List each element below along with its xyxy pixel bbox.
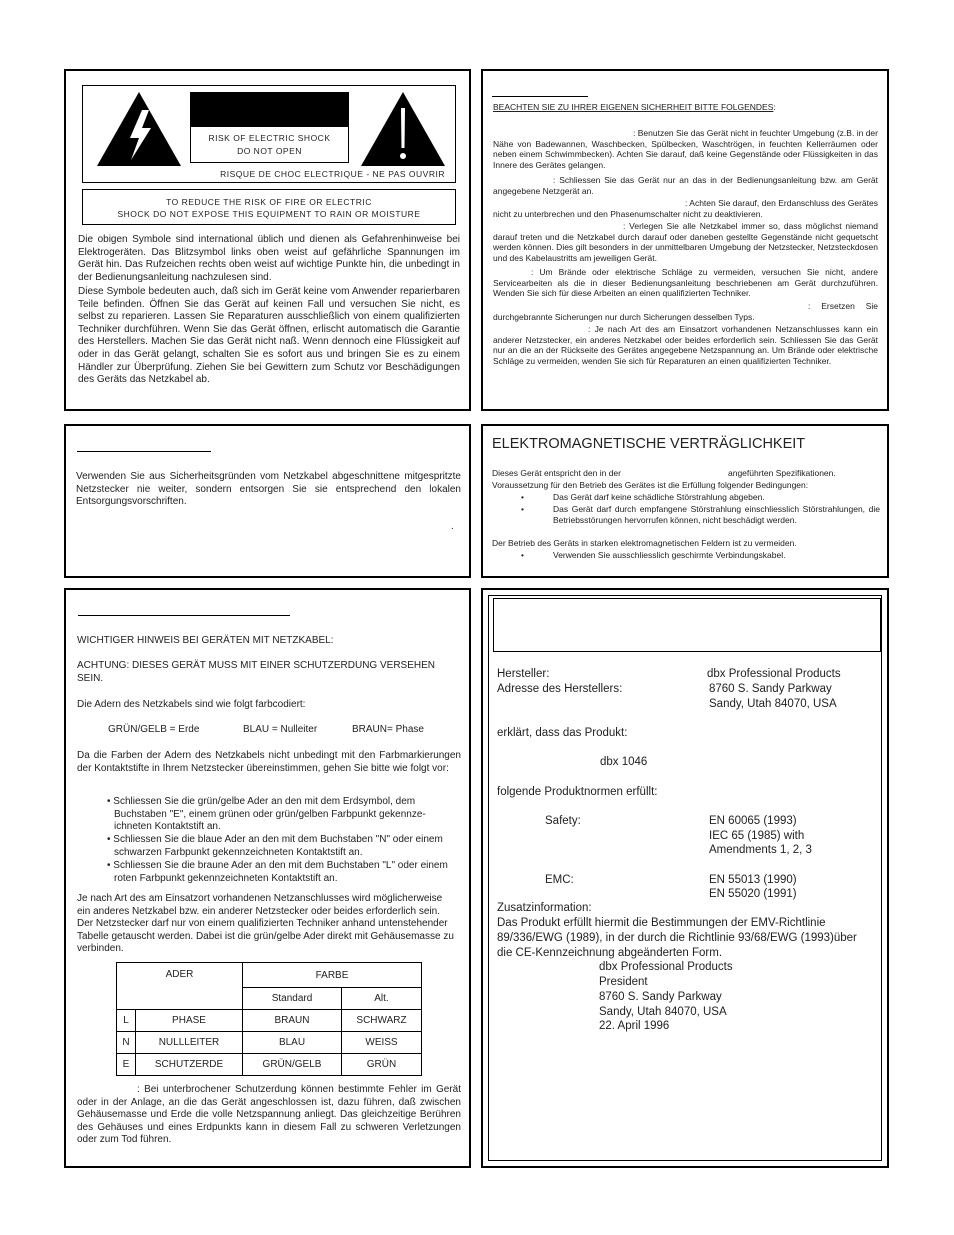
bullet-dot: • [521,492,524,502]
plug-notice-panel [64,424,471,578]
address-line2: Sandy, Utah 84070, USA [709,698,837,710]
mains-cable-panel [64,588,471,1168]
symbols-explanation: Die obigen Symbole sind international üblich und dienen als Gefahrenhinweise bei Elektrogeräten. Das Blitzsymbol links oben weist auf gefährliche Spannungen im Gerät hin. Das Rufzeichen rechts oben weist auf wichtige Punkte hin, die unbedingt in der Bedienungsanleitung nachzulesen sind. [78,234,460,283]
emv-bullet-1: Das Gerät darf keine schädliche Störstrahlung abgeben. [553,492,765,502]
warning-header-box [82,85,456,183]
hersteller-label: Hersteller: [497,668,550,680]
mains-bullet-2: • Schliessen Sie die blaue Ader an den mit dem Buchstaben "N" oder einem schwarzen Farbpunkt gekennzeichneten Kontaktstift an. [107,834,443,858]
do-not-open-text: DO NOT OPEN [237,146,302,156]
reduce-risk-line2: SHOCK DO NOT EXPOSE THIS EQUIPMENT TO RAIN OR MOISTURE [117,209,421,219]
reduce-risk-box [82,189,456,225]
safety-standard-2: IEC 65 (1985) with [709,830,805,842]
table-row [117,1054,422,1076]
bullet-dot: • [521,550,524,560]
table-cell: PHASE [136,1010,243,1032]
risk-shock-text: RISK OF ELECTRIC SHOCK [208,133,331,143]
exclamation-warning-icon [359,90,447,168]
symbols-warning-text: Diese Symbole bedeuten auch, daß sich im Gerät keine vom Anwender reparierbaren Teile befinden. Öffnen Sie das Gerät auf keinen Fall und versuchen Sie nicht, es selbst zu reparieren. Lassen Sie Reparaturen ausschließlich von einem qualifizierten Techniker durchführen. Wenn Sie das Gerät öffnen, erlischt automatisch die Garantie des Herstellers. Machen Sie das Gerät nicht naß. Wenn dennoch eine Flüssigkeit auf oder in das Gerät gelangt, schalten Sie es sofort aus und bringen Sie es zu einem Händler zur Überprüfung. Ziehen Sie bei Gewittern zum Schutz vor Beschädigungen des Geräts das Netzkabel ab. [78,286,460,386]
safety-symbols-panel [64,69,471,411]
safety-note-2: : Schliessen Sie das Gerät nur an das in der Bedienungsanleitung bzw. am Gerät angegebene Netzgerät an. [493,175,878,196]
table-cell: SCHWARZ [342,1010,422,1032]
table-cell: GRÜN/GELB [243,1054,342,1076]
signature-company: dbx Professional Products [599,961,733,973]
table-cell: WEISS [342,1032,422,1054]
emc-standard-2: EN 55020 (1991) [709,888,797,900]
mains-bullet-1: • Schliessen Sie die grün/gelbe Ader an den mit dem Erdsymbol, dem Buchstaben "E", einem grünen oder grün/gelben Farbpunkt gekennze-ichneten Kontaktstift an. [107,796,426,833]
signature-address2: Sandy, Utah 84070, USA [599,1006,727,1018]
table-cell: NULLLEITER [136,1032,243,1054]
risque-text: RISQUE DE CHOC ELECTRIQUE - NE PAS OUVRIR [220,169,445,179]
emv-bullet-2: Das Gerät darf durch empfangene Störstrahlung einschliesslich Störstrahlungen, die Betriebsstörungen hervorrufen können, nicht beschädigt werden. [553,504,880,525]
table-cell: N [117,1032,136,1054]
reduce-risk-line1: TO REDUCE THE RISK OF FIRE OR ELECTRIC [166,197,372,207]
color-earth: GRÜN/GELB = Erde [108,724,200,735]
mains-paragraph: Da die Farben der Adern des Netzkabels nicht unbedingt mit den Farbmarkierungen der Kontaktstifte in Ihrem Netzstecker übereinstimmen, gehen Sie bitte wie folgt vor: [77,750,461,774]
hersteller-value: dbx Professional Products [707,668,841,680]
signature-date: 22. April 1996 [599,1020,670,1032]
declares-text: erklärt, dass das Produkt: [497,727,628,739]
emv-title: ELEKTROMAGNETISCHE VERTRÄGLICHKEIT [492,436,806,452]
safety-note-5: : Um Brände oder elektrische Schläge zu vermeiden, versuchen Sie nicht, andere Servicearbeiten als die in dieser Bedienungsanleitung beschriebenen am Gerät durchzuführen. Wenden Sie sich für diese Arbeiten an einen qualifizierten Techniker. [493,267,878,298]
safety-standard-1: EN 60065 (1993) [709,815,797,827]
table-cell: BRAUN [243,1010,342,1032]
color-phase: BRAUN= Phase [352,724,424,735]
signature-title: President [599,976,648,988]
address-line1: 8760 S. Sandy Parkway [709,683,832,695]
table-header-ader: ADER [117,963,243,1010]
bullet-dot: • [521,504,524,514]
safety-note-7: : Je nach Art des am Einsatzort vorhandenen Netzanschlusses kann ein anderer Netzstecker, ein anderes Netzkabel oder beides erforderlich sein. Schliessen Sie das Gerät nur an die an der Rückseite des Gerätes angegebene Netzspannung an. Um Brände oder elektrische Schläge zu vermeiden, wenden Sie sich für Reparaturen an einen qualifizierten Techniker. [493,324,878,366]
emv-intro-c: Voraussetzung für den Betrieb des Gerätes ist die Erfüllung folgender Bedingungen: [492,480,809,490]
mains-bullet-3: • Schliessen Sie die braune Ader an den mit dem Buchstaben "L" oder einem roten Farbpunkt gekennzeichneten Kontaktstift an. [107,860,448,884]
safety-notes-heading: BEACHTEN SIE ZU IHRER EIGENEN SICHERHEIT BITTE FOLGENDES: [493,102,776,112]
table-header-farbe: FARBE [243,963,422,988]
emc-standard-1: EN 55013 (1990) [709,874,797,886]
lightning-warning-icon [95,90,183,168]
emv-bullet-3: Verwenden Sie ausschliesslich geschirmte Verbindungskabel. [553,550,786,560]
shock-label-box [190,92,349,163]
product-name: dbx 1046 [600,756,648,768]
table-cell: L [117,1010,136,1032]
mains-replacement-text: Je nach Art des am Einsatzort vorhandenen Netzanschlusses wird möglicherweise ein anderes Netzkabel bzw. ein anderer Netzstecker oder beides erforderlich sein. Der Netzstecker darf nur von einem qualifizierten Techniker anhand untenstehender Tabelle getauscht werden. Dabei ist die grün/gelbe Ader direkt mit Gehäusemasse zu verbinden. [77,893,454,955]
plug-notice-dot: . [451,521,454,532]
conformity-title-box [493,598,881,652]
safety-note-6: : Ersetzen Sie durchgebrannte Sicherungen nur durch Sicherungen desselben Typs. [493,301,878,322]
standards-text: folgende Produktnormen erfüllt: [497,786,658,798]
signature-address1: 8760 S. Sandy Parkway [599,991,722,1003]
table-row [117,1032,422,1054]
mains-final-warning: : Bei unterbrochener Schutzerdung können bestimmte Fehler im Gerät oder in der Anlage, an die das Gerät angeschlossen ist, dazu führen, daß zwischen Gehäusemasse und Erde die volle Netzspannung anliegt. Das gleichzeitige Berühren des Gehäuses und eines Erdpunkts kann in diesem Fall zu schweren Verletzungen oder zum Tod führen. [77,1084,461,1146]
wire-color-table [116,962,422,1076]
table-cell: BLAU [243,1032,342,1054]
safety-standard-3: Amendments 1, 2, 3 [709,844,812,856]
mains-color-intro: Die Adern des Netzkabels sind wie folgt farbcodiert: [77,699,306,710]
additional-info-text: Das Produkt erfüllt hiermit die Bestimmungen der EMV-Richtlinie 89/336/EWG (1989), in der durch die Richtlinie 93/68/EWG (1993)über die CE-Kennzeichnung abgeänderten Form. [497,917,857,959]
table-cell: E [117,1054,136,1076]
mains-hint: WICHTIGER HINWEIS BEI GERÄTEN MIT NETZKABEL: [77,635,334,646]
emv-intro-b: angeführten Spezifikationen. [728,468,836,478]
safety-note-1: : Benutzen Sie das Gerät nicht in feuchter Umgebung (z.B. in der Nähe von Badewannen, Waschbecken, Spülbecken, Waschtrögen, in feuchten Kellerräumen oder neben einem Schwimmbecken). Achten Sie darauf, daß keine Gegenstände oder Flüssigkeiten in das Innere des Gerätes gelangen. [493,128,878,170]
mains-warning: ACHTUNG: DIESES GERÄT MUSS MIT EINER SCHUTZERDUNG VERSEHEN SEIN. [77,660,436,684]
safety-notes-panel [481,69,889,411]
color-neutral: BLAU = Nulleiter [243,724,318,735]
emc-label: EMC: [545,874,574,886]
table-header-alt: Alt. [342,988,422,1010]
table-cell: GRÜN [342,1054,422,1076]
table-row [117,1010,422,1032]
emv-panel [481,424,889,578]
table-cell: SCHUTZERDE [136,1054,243,1076]
safety-label: Safety: [545,815,581,827]
emv-intro-a: Dieses Gerät entspricht den in der [492,468,621,478]
table-header-standard: Standard [243,988,342,1010]
emv-strong-fields: Der Betrieb des Geräts in starken elektromagnetischen Feldern ist zu vermeiden. [492,538,797,548]
conformity-panel [481,588,889,1168]
safety-note-4: : Verlegen Sie alle Netzkabel immer so, dass möglichst niemand darauf treten und die Netzkabel durch darauf oder daneben gestellte Gegenstände nicht gequetscht werden können. Dies gilt besonders in der unmittelbaren Umgebung der Netzstecker, Netzsteckdosen und des Kabelaustritts am jeweiligen Gerät. [493,221,878,263]
additional-info-label: Zusatzinformation: [497,902,592,914]
adresse-label: Adresse des Herstellers: [497,683,623,695]
plug-notice-text: Verwenden Sie aus Sicherheitsgründen vom Netzkabel abgeschnittene mitgespritzte Netzstecker nie weiter, sondern entsorgen Sie sie entsprechend den lokalen Entsorgungsvorschriften. [76,471,461,508]
safety-note-3: : Achten Sie darauf, den Erdanschluss des Gerätes nicht zu unterbrechen und den Phasenumschalter nicht zu deaktivieren. [493,198,878,219]
